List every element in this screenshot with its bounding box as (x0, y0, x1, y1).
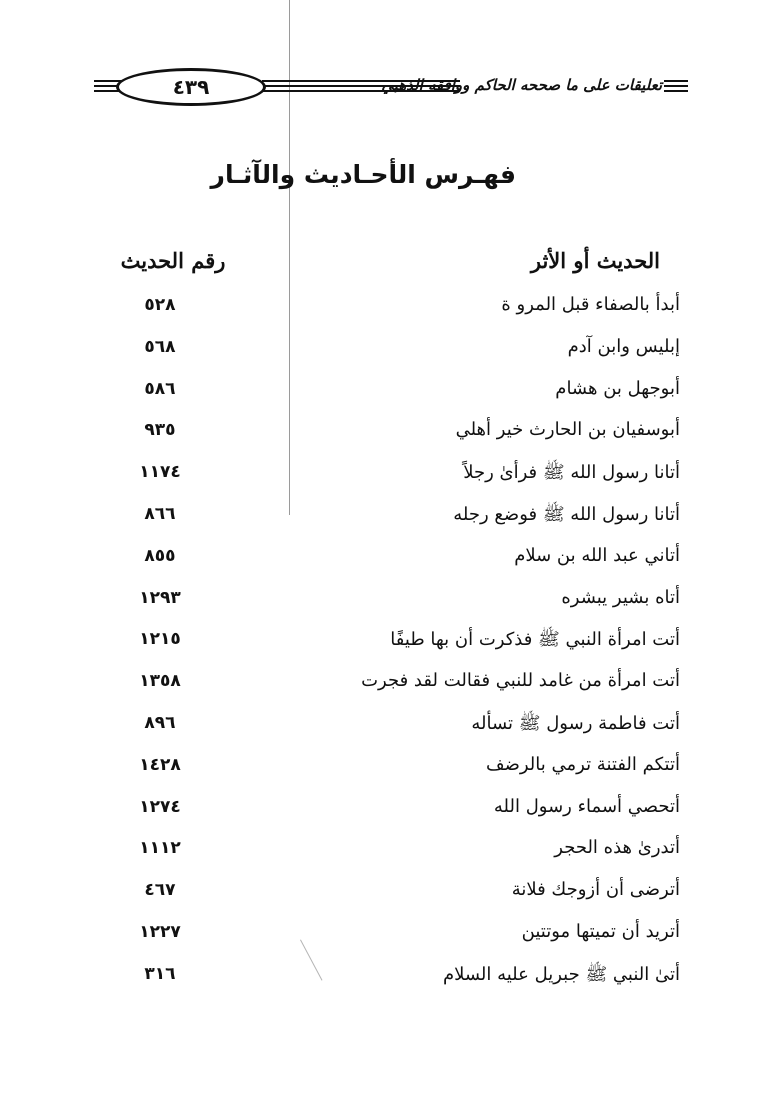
entry-number: ٣١٦ (144, 963, 176, 984)
index-entry (0, 915, 770, 957)
entry-number: ١٤٢٨ (139, 754, 181, 775)
index-entry (0, 581, 770, 623)
entry-text: أتحصي أسماء رسول الله (493, 795, 680, 817)
index-entry (0, 455, 770, 497)
entry-text: أبدأ بالصفاء قبل المرو ة (501, 294, 680, 315)
entry-number: ١١١٢ (139, 838, 181, 859)
entry-number: ١٢١٥ (139, 629, 181, 650)
index-entry (0, 413, 770, 455)
entry-number: ١٢٩٣ (139, 587, 181, 608)
entry-text: أتت امرأة النبي ﷺ فذكرت أن بها طيفًا (390, 629, 680, 651)
column-header-hadith: الحديث أو الأثر (530, 248, 660, 273)
running-title: تعليقات على ما صححه الحاكم ووافقه الذهبي (381, 76, 662, 94)
index-entry (0, 957, 770, 999)
entry-text: أتتكم الفتنة ترمي بالرضف (485, 753, 680, 775)
entry-text: أتت امرأة من غامد للنبي فقالت لقد فجرت (361, 670, 680, 692)
entry-text: أبوسفيان بن الحارث خير أهلي (455, 419, 680, 441)
entry-number: ١١٧٤ (139, 462, 181, 483)
running-header (94, 66, 688, 110)
index-entry (0, 664, 770, 706)
entry-number: ١٢٧٤ (139, 796, 181, 817)
entry-text: أتدرىٰ هذه الحجر (554, 837, 680, 859)
entry-number: ٥٨٦ (144, 378, 176, 399)
entry-number: ١٢٢٧ (139, 921, 181, 942)
index-entry (0, 831, 770, 873)
entry-text: أترضى أن أزوجك فلانة (511, 879, 680, 901)
index-entry (0, 288, 770, 330)
index-title: فهـرس الأحـاديث والآثـار (210, 160, 516, 189)
entry-number: ١٣٥٨ (139, 671, 181, 692)
entry-number: ٤٦٧ (144, 880, 176, 901)
header-rule-right (664, 80, 688, 96)
entry-number: ٥٢٨ (144, 295, 176, 315)
index-entry (0, 497, 770, 539)
entry-number: ٥٦٨ (144, 336, 176, 357)
index-entry (0, 748, 770, 790)
entry-text: أتاني عبد الله بن سلام (514, 544, 680, 566)
entry-number: ٨٩٦ (144, 712, 176, 733)
index-entry (0, 622, 770, 664)
entry-number: ٩٣٥ (144, 420, 176, 441)
entry-text: إبليس وابن آدم (567, 335, 680, 357)
index-entry (0, 873, 770, 915)
entry-text: أتانا رسول الله ﷺ فرأىٰ رجلاً (463, 462, 680, 484)
index-entry (0, 706, 770, 748)
entry-text: أتت فاطمة رسول ﷺ تسأله (471, 712, 680, 734)
entry-text: أتريد أن تميتها موتتين (521, 920, 680, 942)
column-header-number: رقم الحديث (120, 248, 226, 273)
entry-text: أبوجهل بن هشام (555, 377, 680, 399)
entry-text: أتاه بشير يبشره (561, 586, 680, 608)
index-entry (0, 372, 770, 414)
entry-text: أتانا رسول الله ﷺ فوضع رجله (453, 503, 680, 525)
page-number-oval (116, 68, 266, 106)
index-entry (0, 539, 770, 581)
index-entries (0, 288, 770, 999)
entry-text: أتىٰ النبي ﷺ جبريل عليه السلام (442, 963, 680, 985)
index-entry (0, 790, 770, 832)
entry-number: ٨٦٦ (144, 503, 176, 524)
entry-number: ٨٥٥ (144, 545, 176, 566)
index-entry (0, 330, 770, 372)
page-number: ٤٣٩ (172, 75, 210, 99)
